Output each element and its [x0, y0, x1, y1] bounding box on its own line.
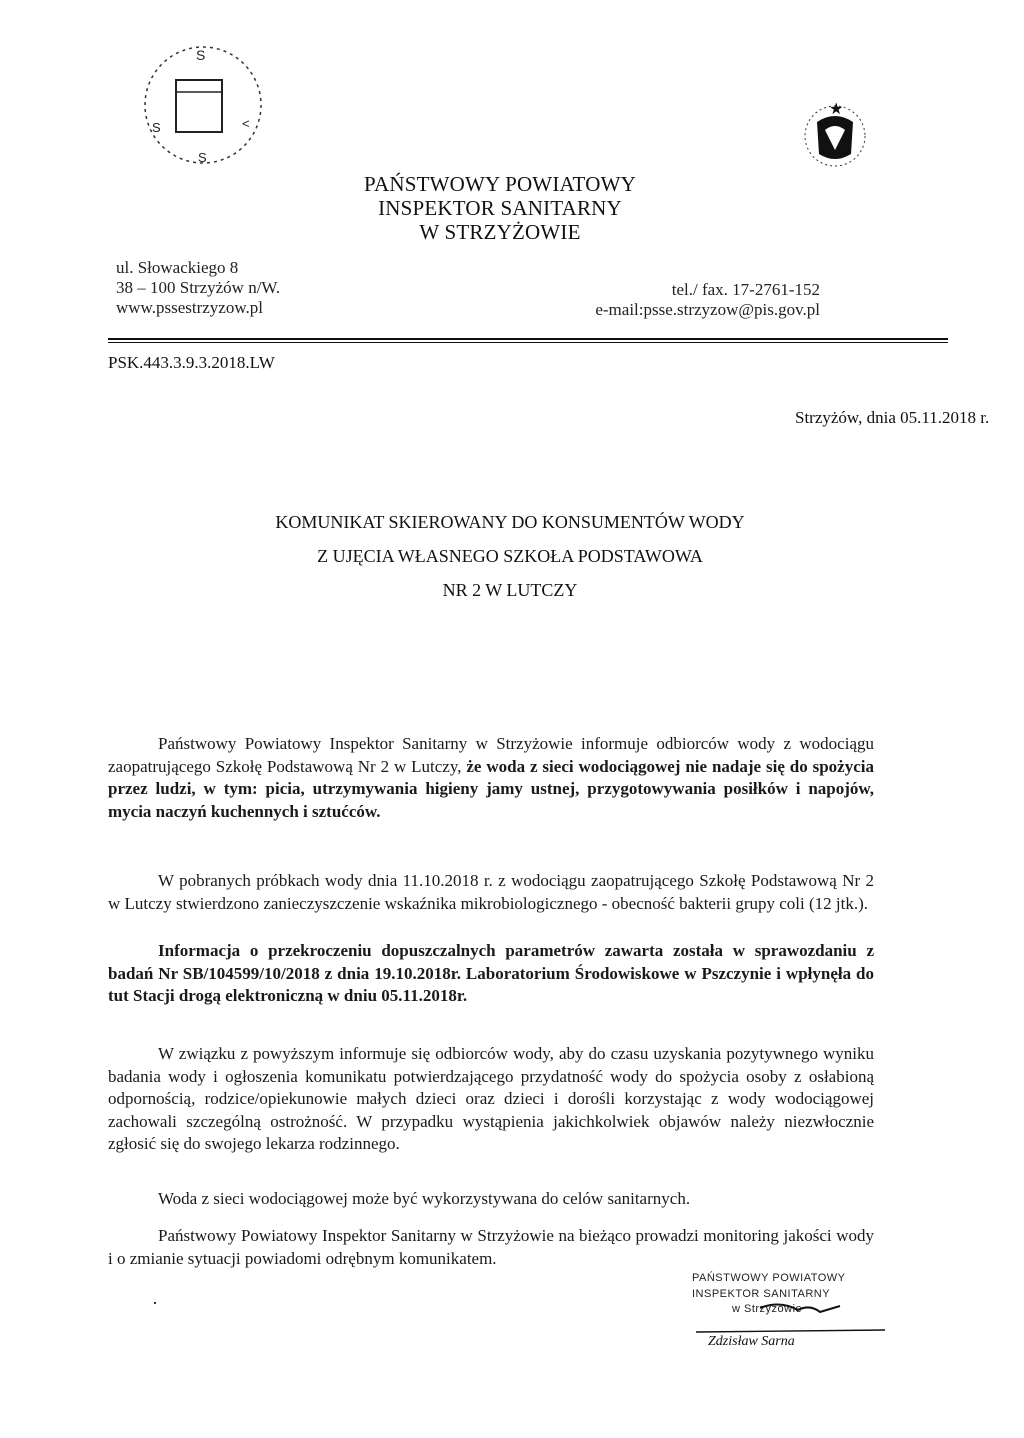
stamp-line-2: INSPEKTOR SANITARNY [692, 1288, 831, 1300]
paragraph-monitoring: Państwowy Powiatowy Inspektor Sanitarny w Strzyżowie na bieżąco prowadzi monitoring jakości wody i o zmianie sytuacji powiadomi odrębnym komunikatem. [108, 1226, 874, 1268]
contact-right [480, 280, 820, 320]
svg-text:<: < [242, 116, 250, 131]
header-divider-thin [108, 342, 948, 343]
stamp-line-3: w Strzyżowie [732, 1303, 803, 1315]
signature-name: Zdzisław Sarna [708, 1334, 795, 1349]
emblem-icon [795, 92, 875, 172]
paragraph-sanitary-use: Woda z sieci wodociągowej może być wykorzystywana do celów sanitarnych. [158, 1189, 691, 1208]
postal-code: 38 – 100 Strzyżów n/W. [116, 278, 281, 297]
paragraph-report: Informacja o przekroczeniu dopuszczalnych parametrów zawarta została w sprawozdaniu z badań Nr SB/104599/10/2018 z dnia 19.10.2018r. Laboratorium Środowiskowe w Pszczynie i wpłynęła do tut Stacji drogą elektroniczną w dniu 05.11.2018r. [108, 941, 874, 1006]
institution-title: PAŃSTWOWY POWIATOWY INSPEKTOR SANITARNY W STRZYŻOWIE [364, 172, 636, 244]
phone: tel./ fax. 17-2761-152 [671, 280, 820, 299]
email: e-mail:psse.strzyzow@pis.gov.pl [595, 300, 820, 319]
svg-text:S: S [152, 120, 161, 135]
warning-text: że woda z sieci wodociągowej nie nadaje się do spożycia przez ludzi, w tym: picia, utrzymywania higieny jamy ustnej, przygotowywania posiłków i napojów, mycia naczyń kuchennych i sztućców. [108, 756, 874, 821]
notice-heading-line-2: Z UJĘCIA WŁASNEGO SZKOŁA PODSTAWOWA [317, 546, 703, 566]
reference-number: PSK.443.3.9.3.2018.LW [108, 353, 275, 372]
paragraph-precautions: W związku z powyższym informuje się odbiorców wody, aby do czasu uzyskania pozytywnego wyniku badania wody i ogłoszenia komunikatu potwierdzającego przydatność wody do spożycia osoby z osłabioną odpornością, rodzice/opiekunowie małych dzieci oraz dzieci i dorośli korzystając z wody wodociągowej zachowali szczególną ostrożność. W przypadku wystąpienia jakichkolwiek objawów należy niezwłocznie zgłosić się do swojego lekarza rodzinnego. [108, 1044, 874, 1154]
notice-heading-line-1: KOMUNIKAT SKIEROWANY DO KONSUMENTÓW WODY [275, 512, 745, 532]
header-divider [108, 338, 948, 340]
svg-text:S: S [198, 150, 207, 165]
svg-text:★: ★ [829, 101, 844, 118]
small-dot [154, 1302, 156, 1304]
signature-scribble [680, 1300, 900, 1360]
street: ul. Słowackiego 8 [116, 258, 239, 277]
official-stamp [680, 1272, 900, 1362]
website: www.pssestrzyzow.pl [116, 298, 263, 317]
psse-logo [138, 40, 268, 170]
address-left [116, 258, 280, 318]
paragraph-announcement: Państwowy Powiatowy Inspektor Sanitarny w Strzyżowie informuje odbiorców wody z wodociągu zaopatrującego Szkołę Podstawową Nr 2 w Lutczy, że woda z sieci wodociągowej nie nadaje się do spożycia przez ludzi, w tym: picia, utrzymywania higieny jamy ustnej, przygotowywania posiłków i napojów, mycia naczyń kuchennych i sztućców. [108, 734, 874, 821]
document-date: Strzyżów, dnia 05.11.2018 r. [795, 408, 990, 427]
paragraph-samples: W pobranych próbkach wody dnia 11.10.2018 r. z wodociągu zaopatrującego Szkołę Podstawową Nr 2 w Lutczy stwierdzono zanieczyszczenie wskaźnika mikrobiologicznego - obecność bakterii grupy coli (12 jtk.). [108, 871, 874, 913]
notice-heading-line-3: NR 2 W LUTCZY [442, 580, 578, 600]
svg-text:S: S [196, 47, 206, 63]
stamp-line-1: PAŃSTWOWY POWIATOWY [692, 1272, 846, 1284]
